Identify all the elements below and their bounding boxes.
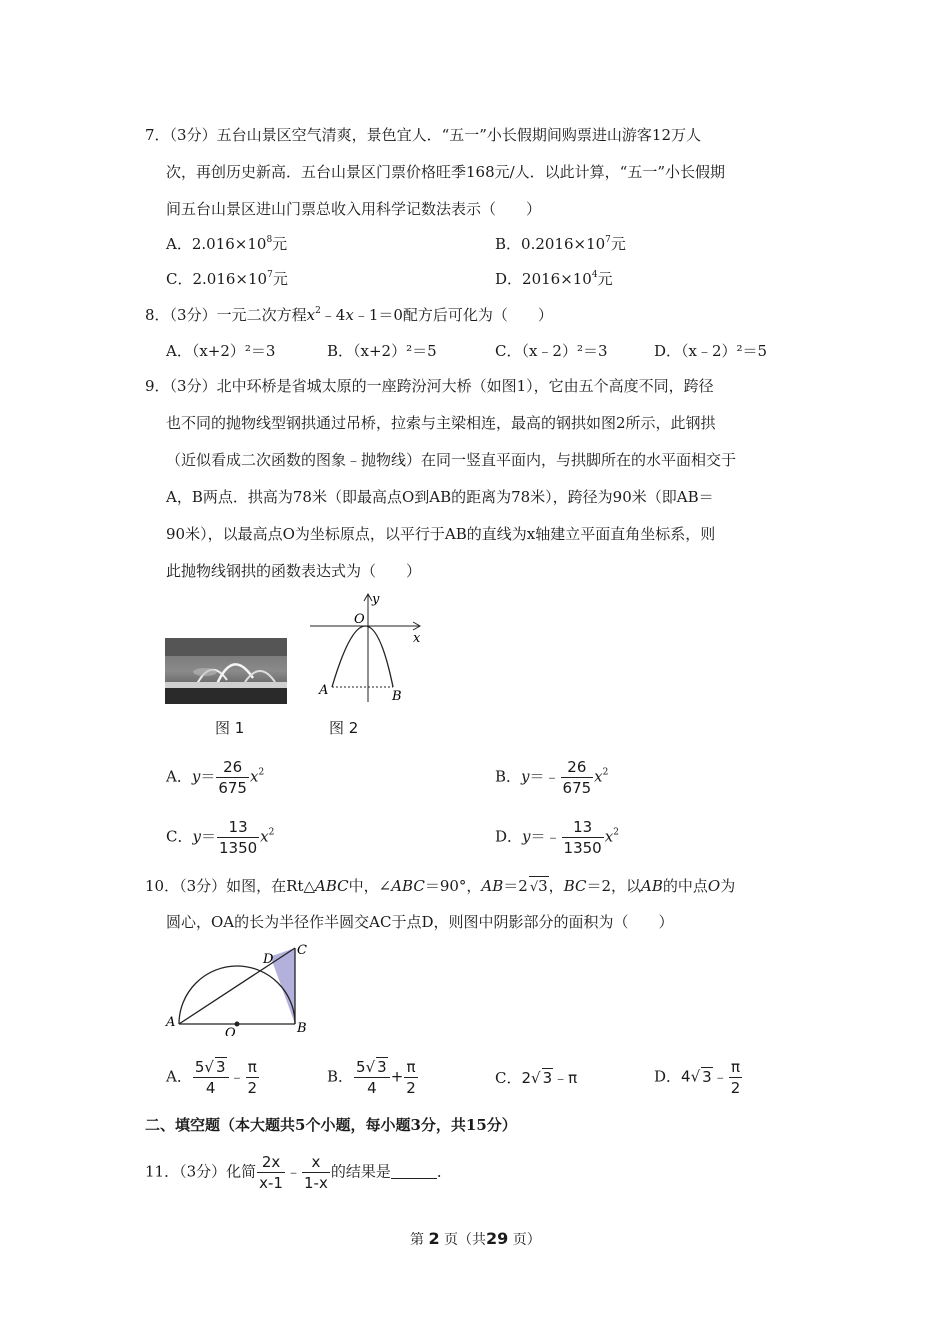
- q9-line6: 此抛物线钢拱的函数表达式为（ ）: [166, 562, 422, 580]
- q10-line2: 圆心，OA的长为半径作半圆交AC于点D，则图中阴影部分的面积为（ ）: [166, 913, 674, 931]
- q9-option-b: B．y＝﹣ $\frac{26}{675}$ $x^2$: [495, 758, 609, 797]
- fig1-caption: 图 1: [215, 719, 245, 737]
- fig2-label-y: y: [372, 592, 380, 607]
- q7-option-a: A．$2.016\times 10^8$元: [166, 235, 288, 253]
- fig10-label-b: B: [297, 1021, 307, 1036]
- q10-option-b: B． $\frac{5√ 3}{4}$ + $\frac{\pi}{2}$: [327, 1058, 416, 1097]
- q9-option-c: C．y＝ $\frac{13}{1350}$ $x^2$: [166, 818, 275, 857]
- fig2-caption: 图 2: [329, 719, 359, 737]
- fig10-label-c: C: [297, 943, 307, 958]
- q11-stem: 11．（3分）化简 $\frac{2x}{x-1}$ ﹣ $\frac{x}{1-x}$ 的结果是 ．: [145, 1153, 452, 1192]
- q10-line1: 10．（3分）如图，在Rt△ABC中，∠ABC＝90°，AB＝2 √3，BC＝2，以AB的中点O为: [145, 877, 736, 895]
- q9-line4: A，B两点．拱高为78米（即最高点O到AB的距离为78米），跨径为90米（即AB＝: [166, 488, 714, 506]
- fig2-label-o: O: [354, 612, 365, 627]
- q7-line2: 次，再创历史新高．五台山景区门票价格旺季168元/人．以此计算，“五一”小长假期: [166, 163, 726, 181]
- q8-option-d: D．（x﹣2）²＝5: [654, 342, 768, 360]
- q11-answer-blank: [391, 1164, 437, 1179]
- q10-option-a: A． $\frac{5√ 3}{4}$ ﹣ $\frac{\pi}{2}$: [166, 1058, 258, 1097]
- q9-line5: 90米），以最高点O为坐标原点，以平行于AB的直线为x轴建立平面直角坐标系，则: [166, 525, 716, 543]
- section-heading-fill-in: 二、填空题（本大题共5个小题，每小题3分，共15分）: [145, 1116, 517, 1134]
- fig10-label-o: O: [225, 1026, 236, 1036]
- q9-option-d: D．y＝﹣ $\frac{13}{1350}$ $x^2$: [495, 818, 619, 857]
- q7-option-b: B．$0.2016\times 10^7$元: [495, 235, 626, 253]
- q7-option-c: C．$2.016\times 10^7$元: [166, 270, 288, 288]
- q9-option-a: A．y＝ $\frac{26}{675}$ $x^2$: [166, 758, 265, 797]
- parabola-figure: [305, 590, 430, 705]
- q7-line3: 间五台山景区进山门票总收入用科学记数法表示（ ）: [166, 200, 542, 218]
- bridge-photo: [165, 638, 287, 704]
- q10-option-d: D．4√ 3﹣ $\frac{\pi}{2}$: [654, 1058, 741, 1097]
- fig10-label-a: A: [166, 1015, 176, 1030]
- page-footer: 第 2 页（共29 页）: [410, 1229, 541, 1248]
- q8-option-c: C．（x﹣2）²＝3: [495, 342, 608, 360]
- fig2-label-x: x: [413, 631, 421, 646]
- q8-option-a: A．（x+2）²＝3: [166, 342, 276, 360]
- q8-option-b: B．（x+2）²＝5: [327, 342, 437, 360]
- q9-line1: 9．（3分）北中环桥是省城太原的一座跨汾河大桥（如图1），它由五个高度不同，跨径: [145, 377, 714, 395]
- fig2-label-a: A: [319, 683, 329, 698]
- semicircle-figure: [160, 940, 320, 1036]
- q9-line2: 也不同的抛物线型钢拱通过吊桥，拉索与主梁相连，最高的钢拱如图2所示，此钢拱: [166, 414, 716, 432]
- q7-option-d: D．$2016\times 10^4$元: [495, 270, 613, 288]
- fig10-label-d: D: [263, 952, 274, 967]
- fig2-label-b: B: [392, 689, 402, 704]
- q7-line1: 7．（3分）五台山景区空气清爽，景色宜人．“五一”小长假期间购票进山游客12万人: [145, 126, 702, 144]
- q8-stem: 8．（3分）一元二次方程$x^2﹣4x﹣1=0$配方后可化为（ ）: [145, 306, 553, 324]
- q9-line3: （近似看成二次函数的图象﹣抛物线）在同一竖直平面内，与拱脚所在的水平面相交于: [166, 451, 737, 469]
- q10-option-c: C．2√ 3﹣π: [495, 1069, 578, 1087]
